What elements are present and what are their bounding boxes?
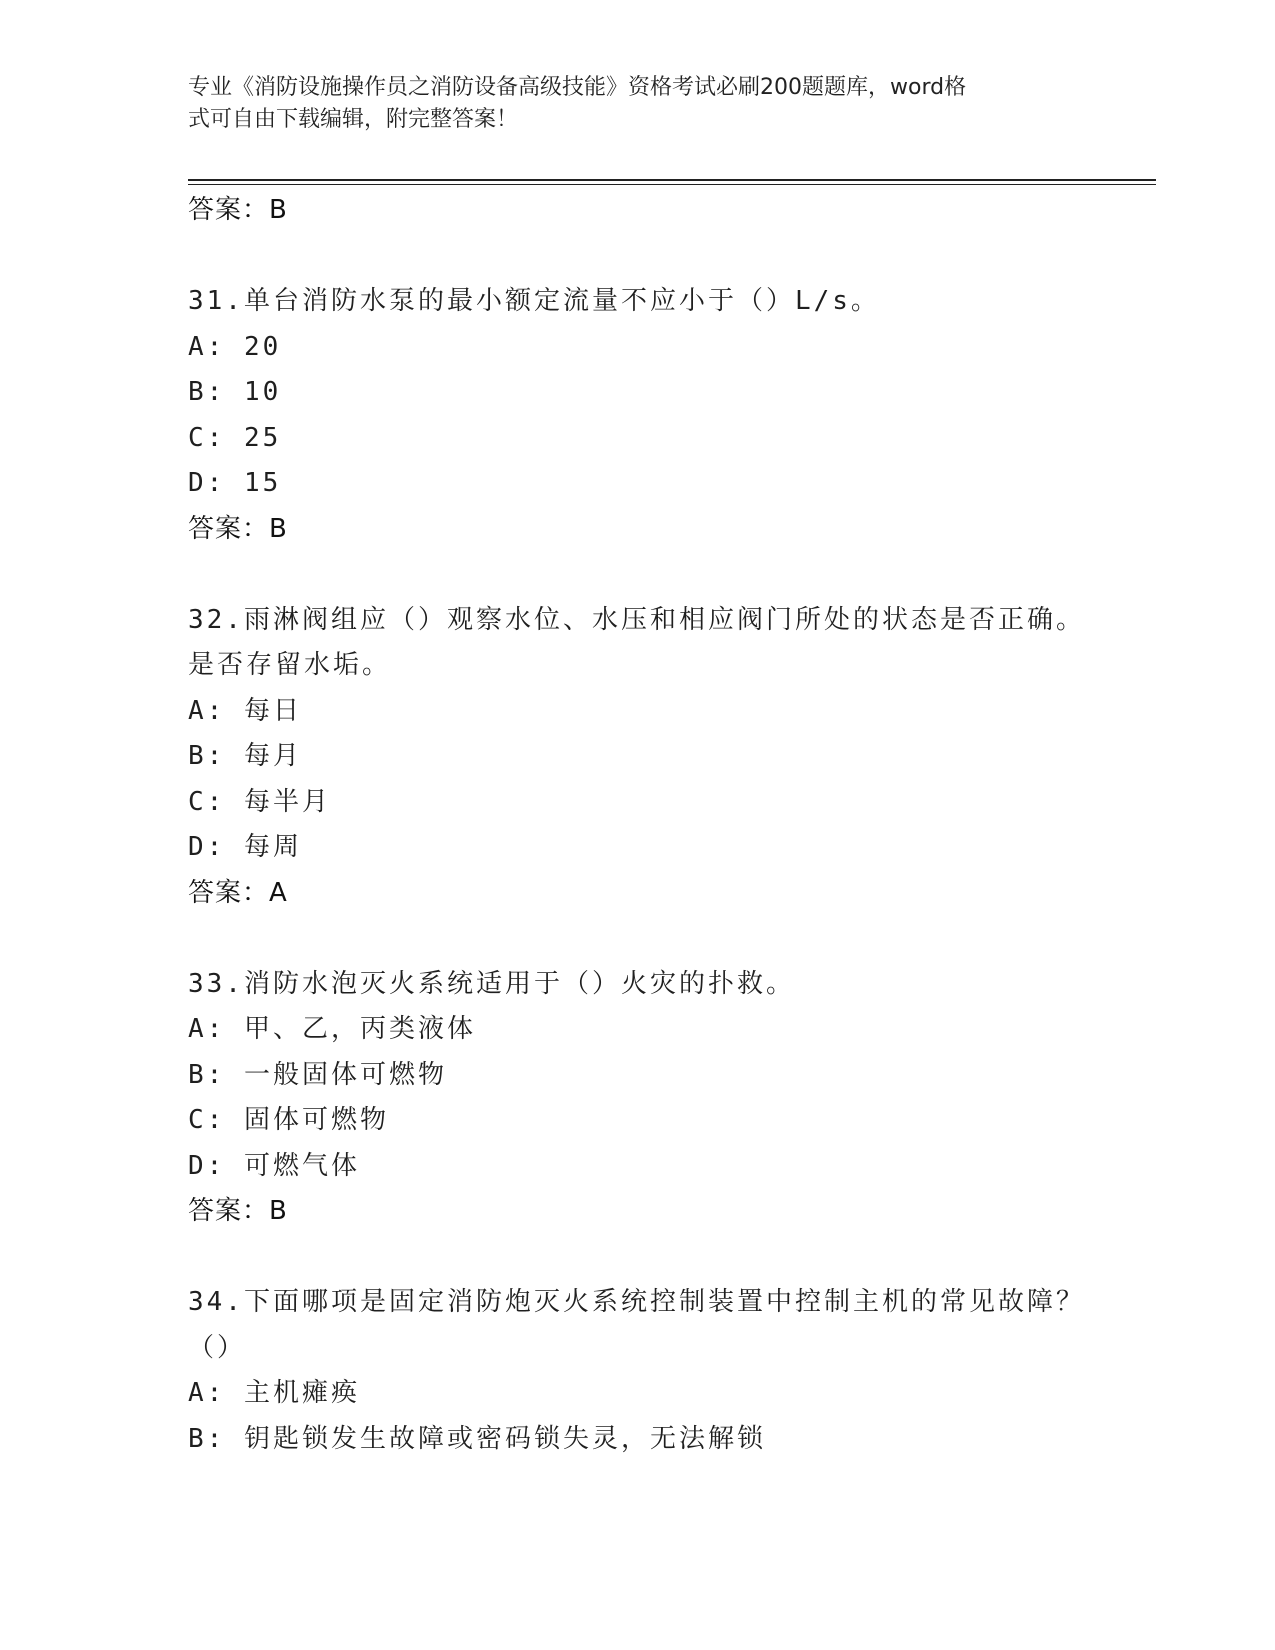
spacer bbox=[188, 234, 1088, 280]
header-divider-thin bbox=[188, 184, 1156, 185]
spacer bbox=[188, 552, 1088, 598]
question-stem: 33.消防水泡灭火系统适用于（）火灾的扑救。 bbox=[188, 968, 795, 999]
header-line-1: 专业《消防设施操作员之消防设备高级技能》资格考试必刷200题题库，word格 bbox=[188, 75, 967, 100]
document-header bbox=[188, 72, 1068, 136]
option-c: C: 固体可燃物 bbox=[188, 1105, 389, 1135]
option-a: A: 主机瘫痪 bbox=[188, 1378, 360, 1408]
question-33 bbox=[188, 962, 1088, 1235]
option-d: D: 可燃气体 bbox=[188, 1150, 360, 1181]
header-divider bbox=[188, 179, 1156, 181]
spacer bbox=[188, 1235, 1088, 1281]
previous-answer: 答案：B bbox=[188, 195, 288, 225]
option-b: B: 10 bbox=[188, 377, 282, 407]
option-c: C: 25 bbox=[188, 422, 282, 453]
header-line-2: 式可自由下载编辑，附完整答案！ bbox=[188, 107, 519, 132]
option-b: B: 钥匙锁发生故障或密码锁失灵，无法解锁 bbox=[188, 1423, 766, 1454]
answer: 答案：B bbox=[188, 1196, 288, 1226]
answer: 答案：A bbox=[188, 877, 288, 908]
question-34 bbox=[188, 1280, 1088, 1462]
option-d: D: 15 bbox=[188, 468, 282, 498]
question-stem-continued: 是否存留水垢。 bbox=[188, 650, 392, 680]
option-b: B: 每月 bbox=[188, 741, 302, 771]
option-a: A: 甲、乙，丙类液体 bbox=[188, 1014, 476, 1044]
question-stem: 31.单台消防水泵的最小额定流量不应小于（）L/s。 bbox=[188, 286, 880, 316]
option-a: A: 20 bbox=[188, 331, 282, 362]
option-b: B: 一般固体可燃物 bbox=[188, 1059, 447, 1090]
spacer bbox=[188, 916, 1088, 962]
question-list bbox=[188, 188, 1088, 1462]
question-stem: 32.雨淋阀组应（）观察水位、水压和相应阀门所处的状态是否正确。 bbox=[188, 604, 1085, 635]
option-d: D: 每周 bbox=[188, 832, 302, 862]
answer: 答案：B bbox=[188, 513, 288, 544]
question-stem-continued: （） bbox=[188, 1332, 247, 1363]
question-stem: 34.下面哪项是固定消防炮灭火系统控制装置中控制主机的常见故障？ bbox=[188, 1287, 1085, 1317]
question-32 bbox=[188, 598, 1088, 917]
option-c: C: 每半月 bbox=[188, 786, 331, 817]
option-a: A: 每日 bbox=[188, 695, 302, 726]
question-31 bbox=[188, 279, 1088, 552]
